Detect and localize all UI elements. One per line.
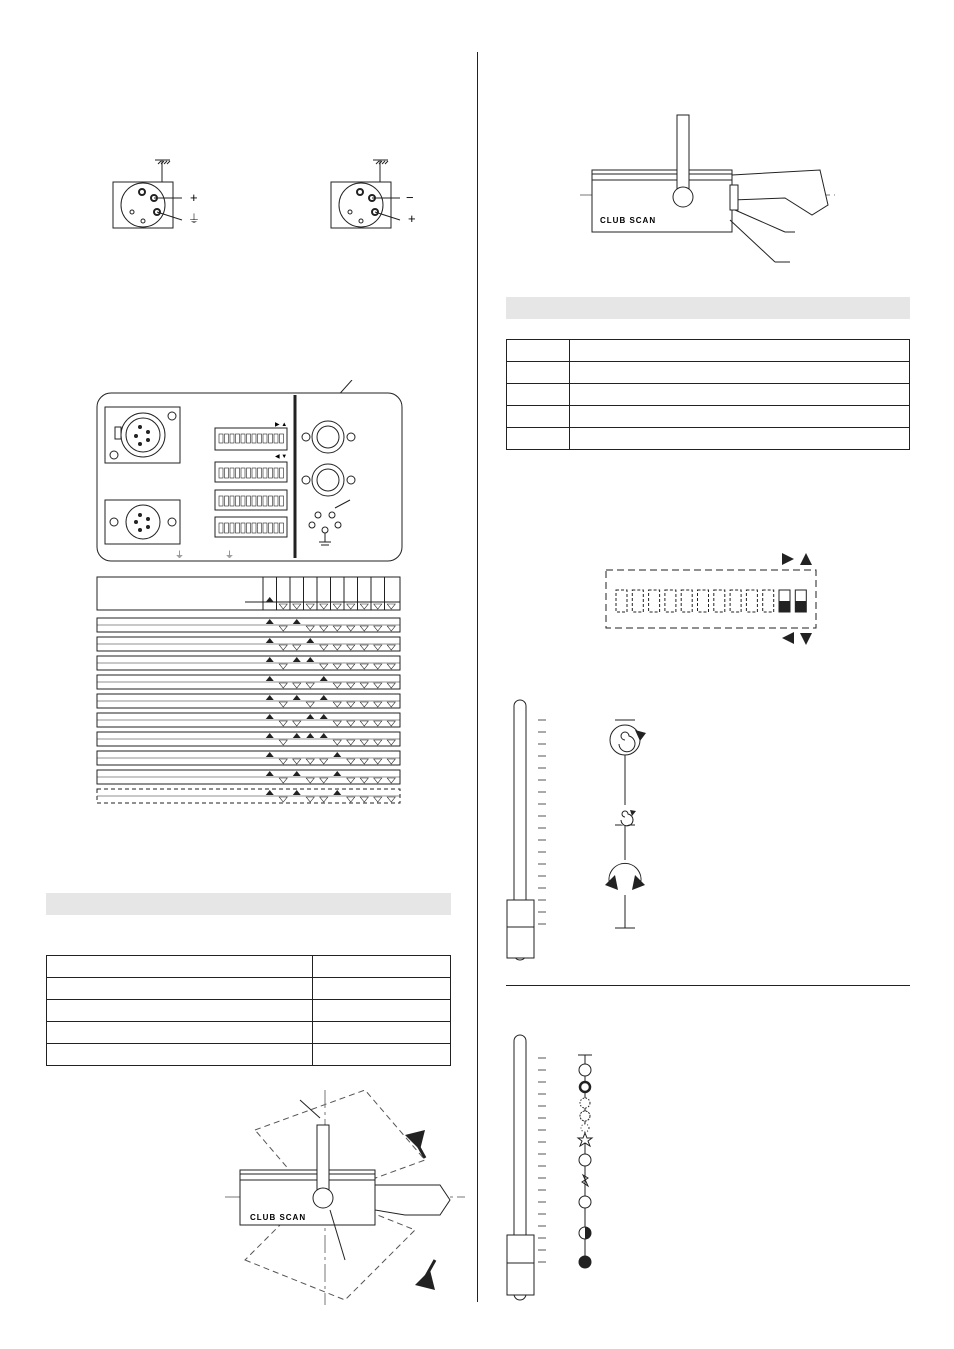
rear-panel-diagram xyxy=(95,380,405,565)
fader-knob xyxy=(507,1235,534,1295)
svg-text:⏚: ⏚ xyxy=(225,550,235,560)
table-cell xyxy=(570,340,910,362)
section-heading-band-left xyxy=(46,893,451,915)
dip-switch xyxy=(763,590,774,612)
xlr-left-pin-b: ⏚ xyxy=(188,212,201,226)
xlr-socket-bottom xyxy=(105,500,180,544)
gobo-dots-2-icon xyxy=(580,1111,590,1121)
xlr-pinout-right xyxy=(331,160,416,228)
table-cell xyxy=(570,428,910,450)
svg-text:◀ ▼: ◀ ▼ xyxy=(275,454,288,460)
xlr-pinout-diagrams xyxy=(100,150,430,240)
dip-switch xyxy=(730,590,741,612)
table-cell xyxy=(47,1044,313,1066)
section-rule xyxy=(506,985,910,986)
table-cell xyxy=(570,406,910,428)
dip-address-table xyxy=(95,575,405,805)
gobo-fader-diagram xyxy=(500,1030,680,1305)
table-cell xyxy=(47,1000,313,1022)
right-table xyxy=(506,339,910,450)
xlr-left-pin-a: + xyxy=(190,190,198,205)
xlr-pinout-left xyxy=(113,160,200,228)
dip-switch-closeup xyxy=(600,548,830,648)
fixture-tilt-diagram xyxy=(225,1090,465,1305)
table-cell xyxy=(507,340,570,362)
table-cell xyxy=(507,362,570,384)
table-cell xyxy=(47,1022,313,1044)
fixture-brand-label-2: CLUB SCAN xyxy=(600,216,657,225)
table-cell xyxy=(47,956,313,978)
gobo-open-3-icon xyxy=(579,1196,591,1208)
fixture-side-view xyxy=(580,110,840,270)
table-cell xyxy=(313,1022,451,1044)
gobo-scatter-icon xyxy=(581,1124,589,1132)
rotation-fader-diagram xyxy=(500,695,680,970)
table-cell xyxy=(313,1044,451,1066)
gobo-dots-icon xyxy=(580,1098,590,1108)
gobo-open-icon xyxy=(579,1064,591,1076)
table-cell xyxy=(507,428,570,450)
gobo-ring-icon xyxy=(580,1082,590,1092)
left-table xyxy=(46,955,451,1066)
svg-text:▶ ▲: ▶ ▲ xyxy=(275,422,288,428)
dip-switch xyxy=(681,590,692,612)
xlr-socket-top xyxy=(105,407,180,463)
dip-switch xyxy=(714,590,725,612)
dip-switch xyxy=(632,590,643,612)
svg-text:⏚: ⏚ xyxy=(175,550,185,560)
dip-switch xyxy=(649,590,660,612)
fixture-brand-label: CLUB SCAN xyxy=(250,1213,307,1222)
table-cell xyxy=(507,406,570,428)
spiral-cw-slow-icon xyxy=(615,809,636,826)
table-cell xyxy=(313,956,451,978)
table-cell xyxy=(313,1000,451,1022)
dip-switch xyxy=(665,590,676,612)
fader-knob xyxy=(507,900,534,958)
dip-switch xyxy=(616,590,627,612)
table-cell xyxy=(47,978,313,1000)
column-divider xyxy=(477,52,478,1302)
table-cell xyxy=(570,362,910,384)
xlr-right-pin-b: + xyxy=(408,211,416,226)
xlr-right-pin-a: − xyxy=(406,190,414,205)
table-cell xyxy=(313,978,451,1000)
dip-switch xyxy=(746,590,757,612)
gobo-open-2-icon xyxy=(579,1154,591,1166)
gobo-blackout-icon xyxy=(579,1256,591,1268)
spiral-cw-fast-icon xyxy=(610,720,646,755)
dip-switch xyxy=(698,590,709,612)
table-cell xyxy=(570,384,910,406)
table-cell xyxy=(507,384,570,406)
gobo-shake-icon xyxy=(582,1175,588,1186)
section-heading-band-right xyxy=(506,297,910,319)
rotation-stop-icon xyxy=(605,863,645,890)
